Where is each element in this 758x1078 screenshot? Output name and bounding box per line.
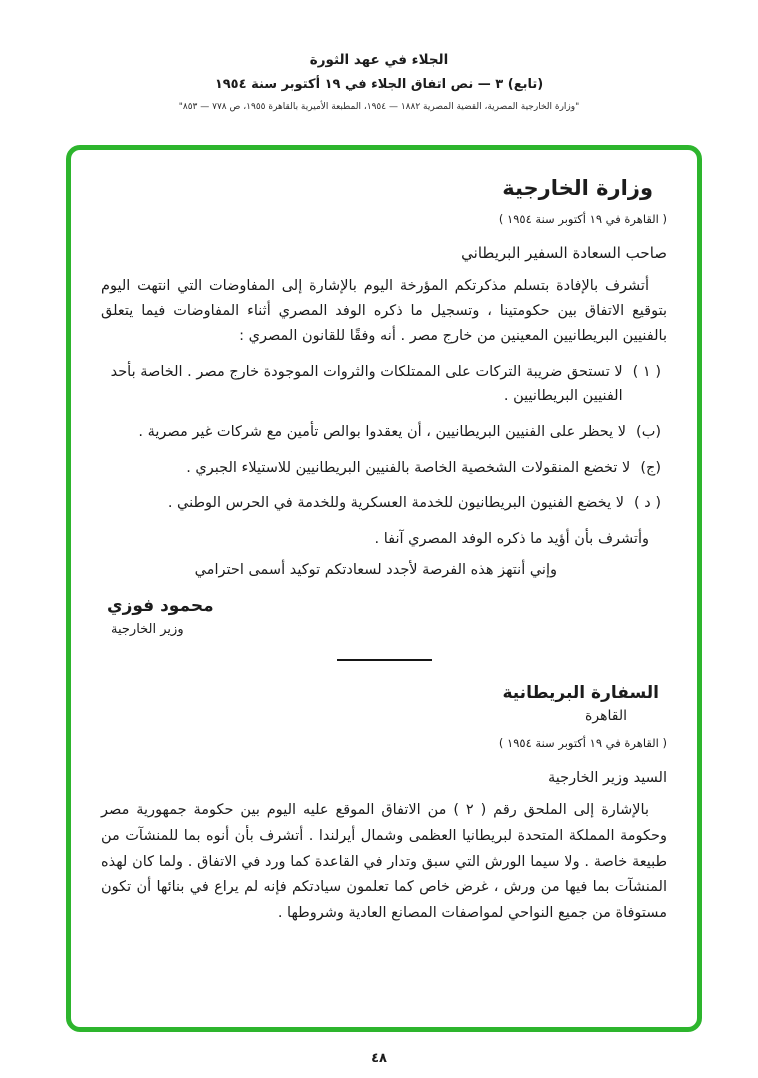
- list-item-1: [101, 360, 667, 409]
- section-divider: [337, 659, 432, 661]
- letter-british-embassy: [101, 683, 667, 927]
- signature-title: وزير الخارجية: [111, 622, 184, 638]
- letter2-subheading: القاهرة: [585, 708, 627, 725]
- letter2-dateline: ( القاهرة في ١٩ أكتوبر سنة ١٩٥٤ ): [498, 736, 667, 751]
- letter1-heading: وزارة الخارجية: [502, 176, 653, 200]
- letter1-closing: وإني أنتهز هذه الفرصة لأجدد لسعادتكم توكيد أسمى احترامي: [194, 562, 557, 579]
- page-number: ٤٨: [371, 1051, 387, 1066]
- letter2-salutation: السيد وزير الخارجية: [548, 770, 667, 787]
- list-item-4: [101, 491, 667, 516]
- list-item-4-marker: ( د ): [634, 495, 661, 512]
- page-header: [0, 52, 758, 112]
- letter1-body: أتشرف بالإفادة بتسلم مذكرتكم المؤرخة اليوم بالإشارة إلى المفاوضات التي انتهت اليوم بتوقيع الاتفاق بين حكومتينا ، وتسجيل ما ذكره الوفد المصري أثناء المفاوضات فيما يتعلق بالفنيين البريطانيين المعينين من خارج مصر . أنه وفقًا للقانون المصري :: [101, 278, 667, 344]
- letter2-body: بالإشارة إلى الملحق رقم ( ٢ ) من الاتفاق الموقع عليه اليوم بين حكومة جمهورية مصر وحكومة المملكة المتحدة لبريطانيا العظمى وشمال أيرلندا . أتشرف بأن أنوه بما للمنشآت من طبيعة خاصة . ولا سيما الورش التي سبق وتدار في القاعدة كما ورد في الاتفاق . ولما كان لهذه المنشآت بما فيها من ورش ، غرض خاص كما تعلمون سيادتكم فإنه لم يراع في بنائها أن تكون مستوفاة من جميع النواحي لمواصفات المصانع العادية وشروطها .: [101, 802, 667, 922]
- header-source-citation: "وزارة الخارجية المصرية، القضية المصرية ١٨٨٢ — ١٩٥٤، المطبعة الأميرية بالقاهرة ١٩٥٥، ص ٧٧٨ — ٨٥٣": [178, 102, 580, 112]
- letter1-salutation: صاحب السعادة السفير البريطاني: [461, 244, 667, 262]
- letter2-heading: السفارة البريطانية: [502, 683, 659, 704]
- list-item-2: [101, 420, 667, 445]
- list-item-3-marker: (ج): [640, 459, 661, 476]
- list-item-4-text: لا يخضع الفنيون البريطانيون للخدمة العسكرية وللخدمة في الحرس الوطني .: [167, 495, 624, 512]
- list-item-3: [101, 456, 667, 481]
- header-subtitle: (تابع) ٣ — نص اتفاق الجلاء في ١٩ أكتوبر سنة ١٩٥٤: [214, 77, 544, 92]
- list-item-2-marker: (ب): [636, 424, 661, 441]
- letter1-dateline: ( القاهرة في ١٩ أكتوبر سنة ١٩٥٤ ): [498, 212, 667, 226]
- list-item-3-text: لا تخضع المنقولات الشخصية الخاصة بالفنيين البريطانيين للاستيلاء الجبري .: [186, 459, 631, 476]
- list-item-2-text: لا يحظر على الفنيين البريطانيين ، أن يعقدوا بوالص تأمين مع شركات غير مصرية .: [138, 424, 627, 441]
- letter1-confirmation: وأتشرف بأن أؤيد ما ذكره الوفد المصري آنفا .: [374, 531, 649, 548]
- document-frame: [66, 145, 702, 1032]
- list-item-1-marker: ( ١ ): [632, 363, 661, 380]
- list-item-1-text: لا تستحق ضريبة التركات على الممتلكات والثروات الموجودة خارج مصر . الخاصة بأحد الفنيين البريطانيين .: [110, 363, 623, 405]
- letter-foreign-ministry: [101, 176, 667, 637]
- signature-name: محمود فوزي: [107, 596, 214, 617]
- header-title: الجلاء في عهد الثورة: [309, 52, 449, 68]
